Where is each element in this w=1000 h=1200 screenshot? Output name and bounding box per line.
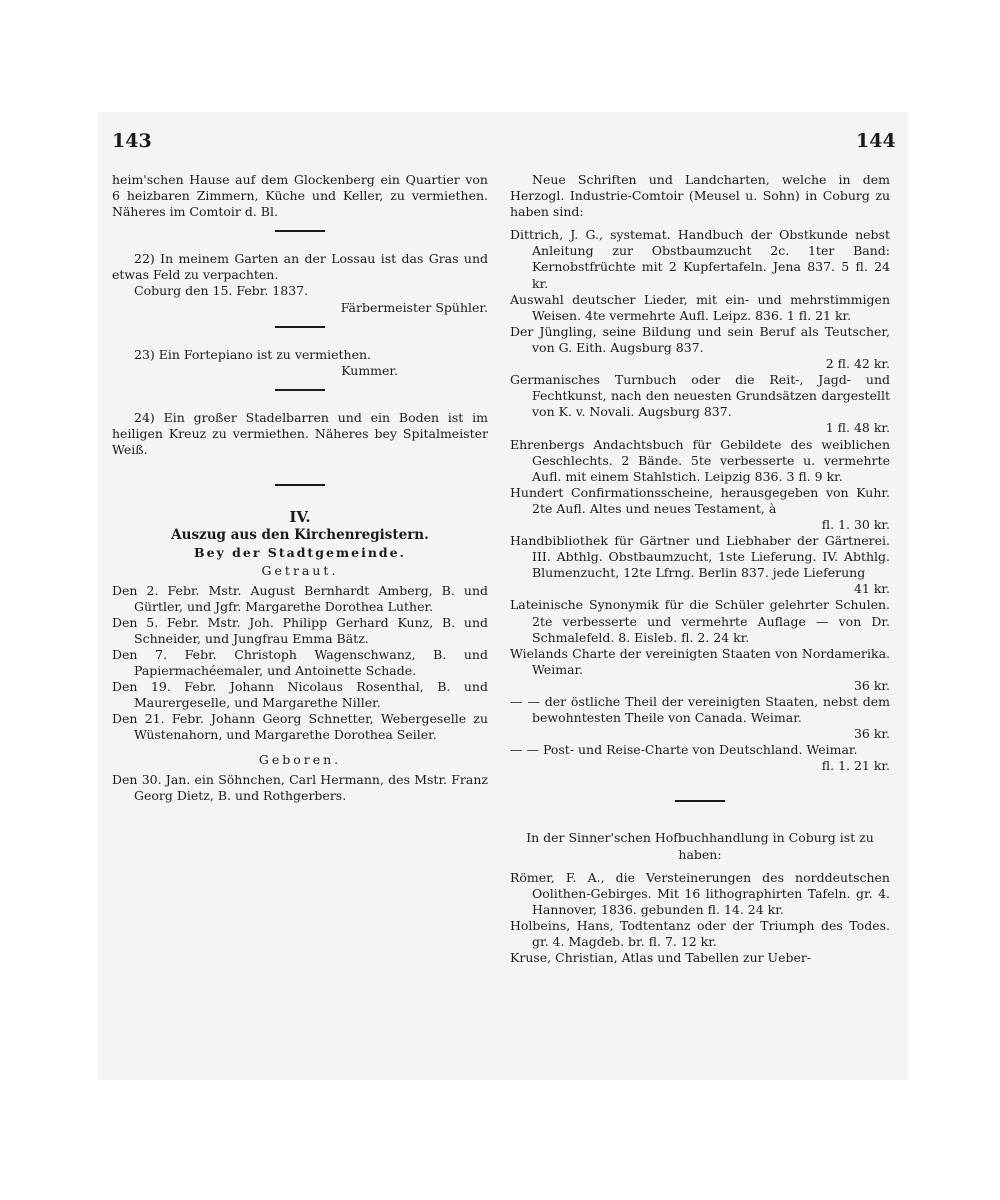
section-title: Auszug aus den Kirchenregistern. [171, 527, 429, 544]
married-entry: Den 5. Febr. Mstr. Joh. Philipp Gerhard Kunz, B. und Schneider, und Jungfrau Emma Bätz. [112, 614, 488, 646]
left-column [112, 172, 488, 804]
page-number-left: 143 [112, 130, 152, 152]
married-heading: Getraut. [261, 563, 339, 579]
book-entry: Dittrich, J. G., systemat. Handbuch der Obstkunde nebst Anleitung zur Obstbaumzucht 2c. 1ter Band: Kernobstfrüchte mit 2 Kupfertafeln. Jena 837. 5 fl. 24 kr. [510, 227, 890, 291]
born-heading: Geboren. [258, 752, 342, 768]
book-price: fl. 1. 30 kr. [821, 516, 890, 532]
divider [275, 326, 325, 328]
right-column [510, 172, 890, 966]
book-entry: Wielands Charte der vereinigten Staaten von Nordamerika. Weimar. [510, 645, 890, 677]
book-entry: Der Jüngling, seine Bildung und sein Beruf als Teutscher, von G. Eith. Augsburg 837. [510, 323, 890, 355]
book-price: 1 fl. 48 kr. [825, 420, 890, 436]
married-entry: Den 2. Febr. Mstr. August Bernhardt Amberg, B. und Gürtler, und Jgfr. Margarethe Dorothea Luther. [112, 582, 488, 614]
book-price: 36 kr. [853, 726, 890, 742]
notice-24: 24) Ein großer Stadelbarren und ein Boden ist im heiligen Kreuz zu vermiethen. Näheres bey Spitalmeister Weiß. [112, 409, 488, 458]
notice-22: 22) In meinem Garten an der Lossau ist das Gras und etwas Feld zu verpachten. [112, 251, 488, 283]
book-price: 36 kr. [853, 677, 890, 693]
married-entry: Den 21. Febr. Johann Georg Schnetter, Webergeselle zu Wüstenahorn, und Margarethe Dorothea Seiler. [112, 711, 488, 743]
page-number-right: 144 [856, 130, 896, 152]
born-entry: Den 30. Jan. ein Söhnchen, Carl Hermann, des Mstr. Franz Georg Dietz, B. und Rothgerbers. [112, 771, 488, 803]
married-entry: Den 19. Febr. Johann Nicolaus Rosenthal, B. und Maurergeselle, und Margarethe Niller. [112, 679, 488, 711]
book-entry: Holbeins, Hans, Todtentanz oder der Triumph des Todes. gr. 4. Magdeb. br. fl. 7. 12 kr. [510, 917, 890, 950]
left-intro-text: heim'schen Hause auf dem Glockenberg ein Quartier von 6 heizbaren Zimmern, Küche und Keller, zu vermiethen. Näheres im Comtoir d. Bl. [112, 172, 488, 220]
book-entry: — — Post- und Reise-Charte von Deutschland. Weimar. [510, 742, 858, 758]
book-entry: Germanisches Turnbuch oder die Reit-, Jagd- und Fechtkunst, nach den neuesten Grundsätzen dargestellt von K. v. Novali. Augsburg 837. [510, 372, 890, 420]
section-number: IV. [289, 508, 311, 527]
divider [275, 484, 325, 486]
book-entry: Lateinische Synonymik für die Schüler gelehrter Schulen. 2te verbesserte und vermehrte Auflage — von Dr. Schmalefeld. 8. Eisleb. fl. 2. 24 kr. [510, 597, 890, 645]
book-entry: Auswahl deutscher Lieder, mit ein- und mehrstimmigen Weisen. 4te vermehrte Aufl. Leipz. 836. 1 fl. 21 kr. [510, 291, 890, 323]
bookshop-intro-2: In der Sinner'schen Hofbuchhandlung in Coburg ist zu haben: [526, 830, 874, 862]
married-entry: Den 7. Febr. Christoph Wagenschwanz, B. und Papiermachéemaler, und Antoinette Schade. [112, 646, 488, 678]
notice-23: 23) Ein Fortepiano ist zu vermiethen. [134, 346, 372, 362]
divider [275, 389, 325, 391]
book-entry: Hundert Confirmationsscheine, herausgegeben von Kuhr. 2te Aufl. Altes und neues Testament, à [510, 484, 890, 516]
book-entry: Ehrenbergs Andachtsbuch für Gebildete des weiblichen Geschlechts. 2 Bände. 5te verbesserte u. vermehrte Aufl. mit einem Stahlstich. Leipzig 836. 3 fl. 9 kr. [510, 436, 890, 484]
book-entry: — — der östliche Theil der vereinigten Staaten, nebst dem bewohntesten Theile von Canada. Weimar. [510, 694, 890, 726]
section-subtitle: Bey der Stadtgemeinde. [194, 545, 406, 561]
book-price: 2 fl. 42 kr. [825, 356, 890, 372]
divider [675, 800, 725, 802]
book-price: fl. 1. 21 kr. [821, 758, 890, 774]
book-entry: Handbibliothek für Gärtner und Liebhaber der Gärtnerei. III. Abthlg. Obstbaumzucht, 1ste Lieferung. IV. Abthlg. Blumenzucht, 12te Lfrng. Berlin 837. jede Lieferung [510, 533, 890, 581]
book-price: 41 kr. [853, 581, 890, 597]
book-entry: Kruse, Christian, Atlas und Tabellen zur Ueber- [510, 950, 812, 966]
notice-22-signature: Färbermeister Spühler. [340, 299, 488, 315]
bookshop-intro-1: Neue Schriften und Landcharten, welche in dem Herzogl. Industrie-Comtoir (Meusel u. Sohn) in Coburg zu haben sind: [510, 172, 890, 220]
notice-23-signature: Kummer. [341, 362, 398, 378]
notice-22-place-date: Coburg den 15. Febr. 1837. [134, 283, 309, 299]
book-entry: Römer, F. A., die Versteinerungen des norddeutschen Oolithen-Gebirges. Mit 16 lithographirten Tafeln. gr. 4. Hannover, 1836. gebunden fl. 14. 24 kr. [510, 869, 890, 917]
divider [275, 230, 325, 232]
